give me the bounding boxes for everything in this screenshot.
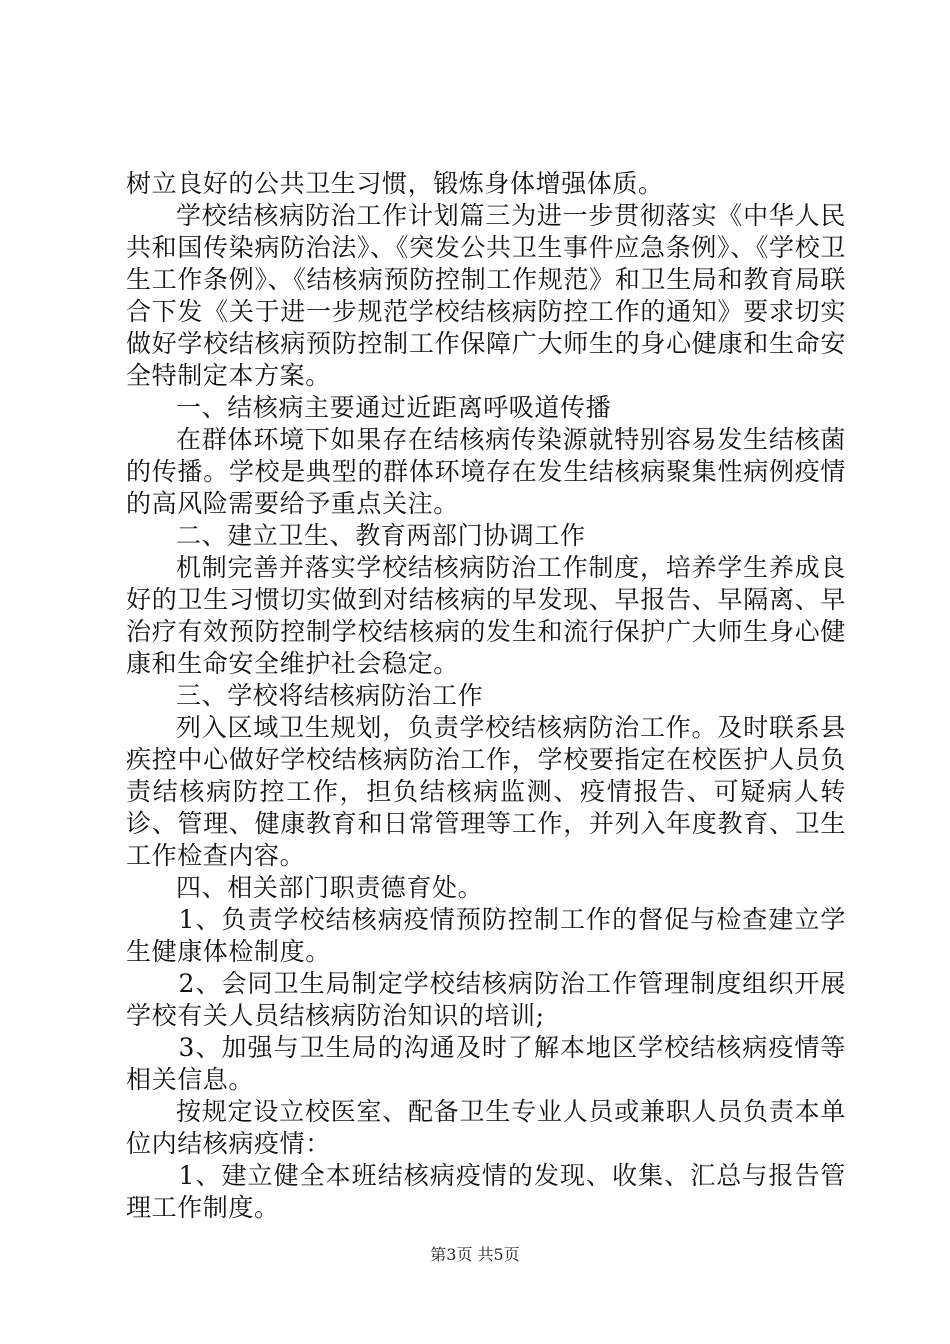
paragraph-2: 学校结核病防治工作计划篇三为进一步贯彻落实《中华人民共和国传染病防治法》、《突发公共卫生事件应急条例》、《学校卫生工作条例》、《结核病预防控制工作规范》和卫生局和教育局联合下发《关于进一步规范学校结核病防控工作的通知》要求切实做好学校结核病预防控制工作保障广大师生的身心健康和生命安全特制定本方案。 [126,201,846,390]
paragraph-6: 按规定设立校医室、配备卫生专业人员或兼职人员负责本单位内结核病疫情： [126,1097,846,1158]
document-body [126,168,846,1224]
list-item-4: 1、建立健全本班结核病疫情的发现、收集、汇总与报告管理工作制度。 [126,1161,846,1222]
section-heading-2: 二、建立卫生、教育两部门协调工作 [176,521,586,550]
section-heading-3: 三、学校将结核病防治工作 [176,681,484,710]
paragraph-3: 在群体环境下如果存在结核病传染源就特别容易发生结核菌的传播。学校是典型的群体环境存在发生结核病聚集性病例疫情的高风险需要给予重点关注。 [126,425,846,518]
paragraph-5: 列入区域卫生规划，负责学校结核病防治工作。及时联系县疾控中心做好学校结核病防治工作，学校要指定在校医护人员负责结核病防控工作，担负结核病监测、疫情报告、可疑病人转诊、管理、健康教育和日常管理等工作，并列入年度教育、卫生工作检查内容。 [126,713,846,870]
page-footer: 第3页 共5页 [430,1245,520,1264]
section-heading-4: 四、相关部门职责德育处。 [176,873,484,902]
list-item-2: 2、会同卫生局制定学校结核病防治工作管理制度组织开展学校有关人员结核病防治知识的培训; [126,969,846,1030]
list-item-3: 3、加强与卫生局的沟通及时了解本地区学校结核病疫情等相关信息。 [126,1033,846,1094]
list-item-1: 1、负责学校结核病疫情预防控制工作的督促与检查建立学生健康体检制度。 [126,905,846,966]
paragraph-4: 机制完善并落实学校结核病防治工作制度，培养学生养成良好的卫生习惯切实做到对结核病的早发现、早报告、早隔离、早治疗有效预防控制学校结核病的发生和流行保护广大师生身心健康和生命安全维护社会稳定。 [126,553,846,678]
section-heading-1: 一、结核病主要通过近距离呼吸道传播 [176,393,612,422]
paragraph-1: 树立良好的公共卫生习惯，锻炼身体增强体质。 [126,169,664,198]
